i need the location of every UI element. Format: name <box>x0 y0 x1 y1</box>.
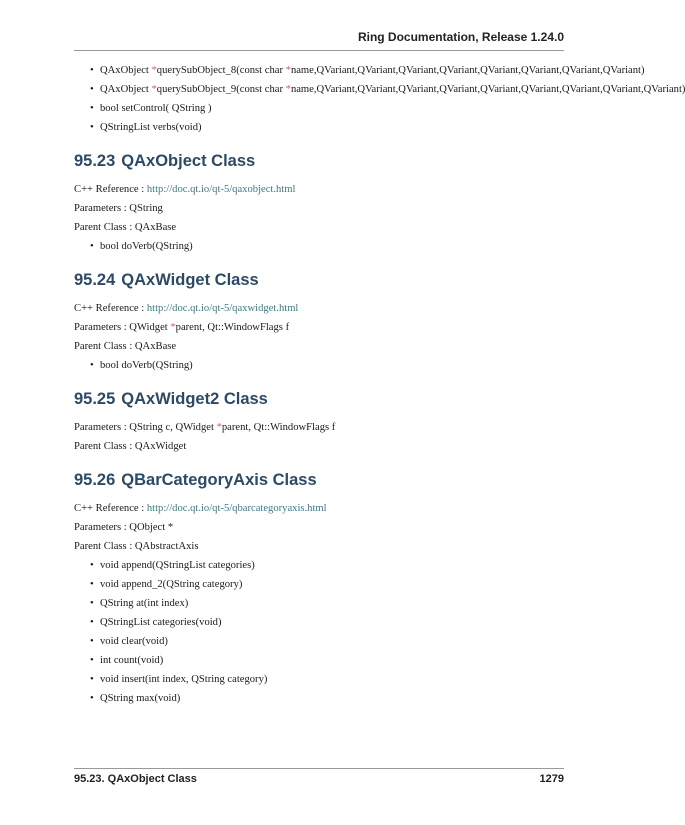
page-header <box>74 30 564 51</box>
parent-class-line: Parent Class : QAxBase <box>74 222 177 233</box>
pointer-star: * <box>285 84 291 95</box>
method-list <box>74 240 634 253</box>
parent-class-line: Parent Class : QAxWidget <box>74 441 187 452</box>
section-number: 95.24 <box>74 271 116 289</box>
parameters-text: parent, Qt::WindowFlags f <box>175 322 290 333</box>
reference-link[interactable]: http://doc.qt.io/qt-5/qaxobject.html <box>146 184 296 195</box>
pointer-star: * <box>170 322 176 333</box>
section-title: QAxObject Class <box>121 152 256 170</box>
method-text: name,QVariant,QVariant,QVariant,QVariant,QVariant,QVariant,QVariant,QVariant,QVariant) <box>290 84 685 95</box>
section-heading <box>74 150 634 172</box>
list-item: • bool doVerb(QString) <box>74 359 634 372</box>
header-title: Ring Documentation, Release 1.24.0 <box>357 30 564 44</box>
reference-line <box>74 183 634 196</box>
list-item <box>74 83 685 96</box>
parameters-line: Parameters : QString <box>74 203 163 214</box>
section-qbarcategoryaxis <box>74 469 634 705</box>
top-method-list <box>74 64 685 134</box>
reference-label: C++ Reference : <box>74 184 147 195</box>
section-title: QBarCategoryAxis Class <box>121 471 317 489</box>
section-qaxobject <box>74 150 634 253</box>
section-heading <box>74 388 634 410</box>
method-text: QAxObject <box>100 84 152 95</box>
section-heading <box>74 269 634 291</box>
section-title: QAxWidget Class <box>121 271 259 289</box>
method-list <box>74 359 634 372</box>
list-item: • int count(void) <box>74 654 634 667</box>
method-text: QAxObject <box>100 65 152 76</box>
section-heading <box>74 469 634 491</box>
parent-class-line: Parent Class : QAxBase <box>74 341 177 352</box>
reference-label: C++ Reference : <box>74 503 147 514</box>
section-number: 95.26 <box>74 471 116 489</box>
footer-section: 95.23. QAxObject Class <box>74 773 197 785</box>
reference-link[interactable]: http://doc.qt.io/qt-5/qaxwidget.html <box>146 303 299 314</box>
pointer-star: * <box>151 65 157 76</box>
list-item: • void append(QStringList categories) <box>74 559 634 572</box>
list-item: • QString at(int index) <box>74 597 634 610</box>
parameters-line: Parameters : QObject * <box>74 522 174 533</box>
parent-class-line: Parent Class : QAbstractAxis <box>74 541 199 552</box>
list-item: • QString max(void) <box>74 692 634 705</box>
list-item: • QStringList categories(void) <box>74 616 634 629</box>
reference-link[interactable]: http://doc.qt.io/qt-5/qbarcategoryaxis.html <box>146 503 327 514</box>
section-qaxwidget2 <box>74 388 634 453</box>
list-item: • bool doVerb(QString) <box>74 240 634 253</box>
parameters-line <box>74 321 634 334</box>
parameters-text: parent, Qt::WindowFlags f <box>221 422 336 433</box>
list-item: • void clear(void) <box>74 635 634 648</box>
parameters-text: Parameters : QString c, QWidget <box>74 422 217 433</box>
pointer-star: * <box>216 422 222 433</box>
section-number: 95.23 <box>74 152 116 170</box>
page-number: 1279 <box>539 773 564 785</box>
pointer-star: * <box>285 65 291 76</box>
list-item: • void append_2(QString category) <box>74 578 634 591</box>
method-list <box>74 559 634 705</box>
method-text: name,QVariant,QVariant,QVariant,QVariant,QVariant,QVariant,QVariant,QVariant) <box>290 65 645 76</box>
reference-line <box>74 502 634 515</box>
parameters-text: Parameters : QWidget <box>74 322 171 333</box>
method-text: querySubObject_8(const char <box>156 65 286 76</box>
list-item: • QStringList verbs(void) <box>74 121 634 134</box>
pointer-star: * <box>151 84 157 95</box>
method-text: querySubObject_9(const char <box>156 84 286 95</box>
section-title: QAxWidget2 Class <box>121 390 268 408</box>
reference-label: C++ Reference : <box>74 303 147 314</box>
list-item: • void insert(int index, QString category) <box>74 673 634 686</box>
section-qaxwidget <box>74 269 634 372</box>
list-item: • bool setControl( QString ) <box>74 102 634 115</box>
page-footer <box>74 768 564 788</box>
section-number: 95.25 <box>74 390 116 408</box>
reference-line <box>74 302 634 315</box>
parameters-line <box>74 421 634 434</box>
list-item <box>74 64 645 77</box>
page-content <box>74 64 685 711</box>
